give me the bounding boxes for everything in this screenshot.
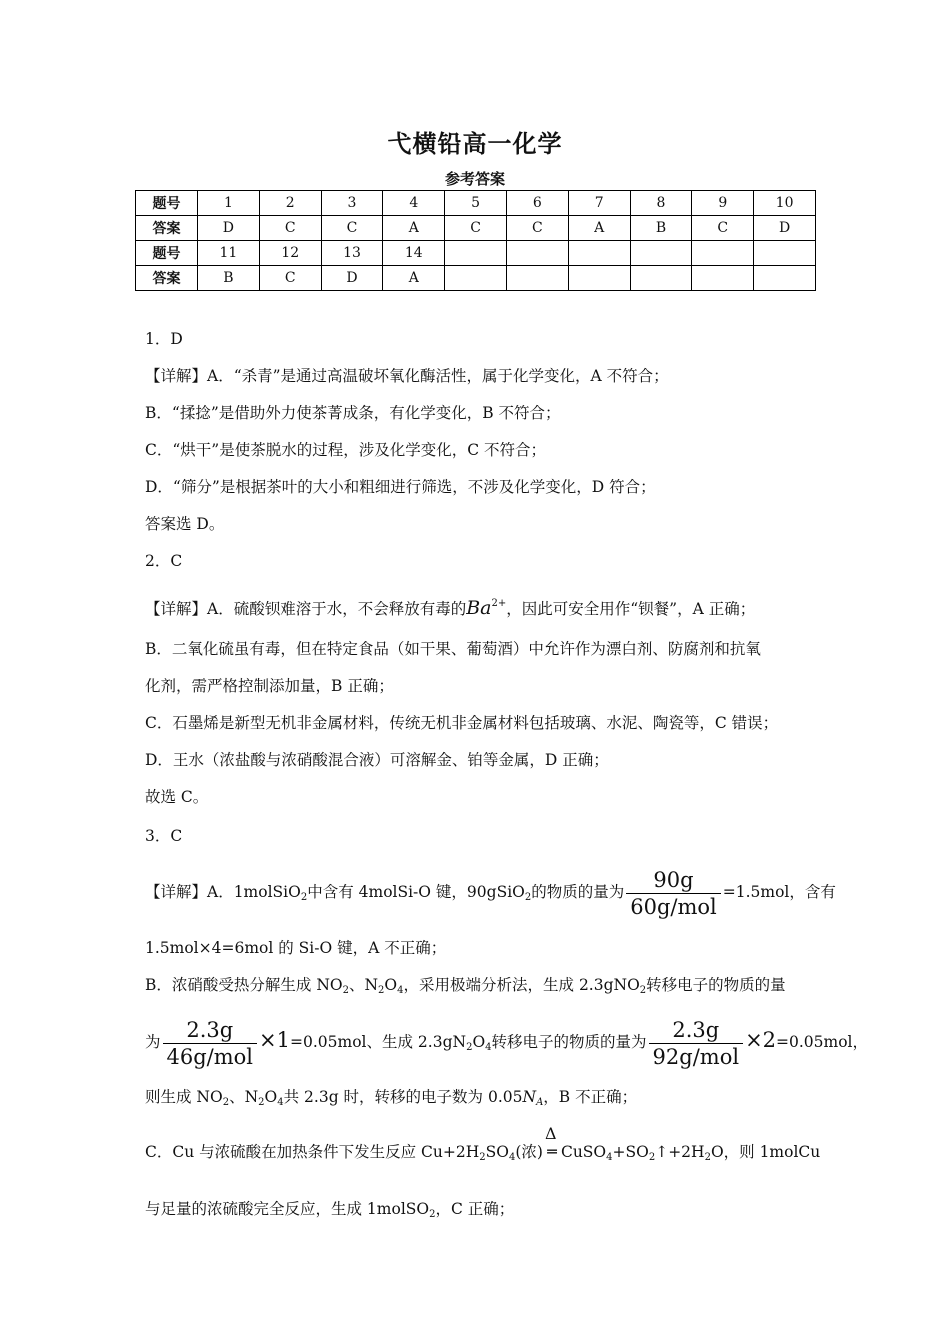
table-cell [568,266,630,291]
table-row [136,266,816,291]
table-cell: 1 [198,191,260,216]
table-cell: D [198,216,260,241]
q2-head: 2．C [145,552,183,570]
table-cell: B [630,216,692,241]
row-label: 答案 [136,216,198,241]
heating-sign: Δ ═ [544,1124,557,1161]
table-cell: 10 [754,191,816,216]
table-cell: 13 [321,241,383,266]
q2-line: 化剂，需严格控制添加量，B 正确； [145,677,394,695]
q3-line-b: B．浓硝酸受热分解生成 $NO_2$、$N_2O_4$，采用极端分析法，生成 2.3gNO$_2$转移电子的物质的量 [145,976,786,996]
q3-line-b3: 则生成 $NO_2$、$N_2O_4$共 2.3g 时，转移的电子数为 $0.05N_A$，B 不正确； [145,1088,638,1108]
q2-line: B．二氧化硫虽有毒，但在特定食品（如干果、葡萄酒）中允许作为漂白剂、防腐剂和抗氧 [145,640,761,658]
table-row [136,216,816,241]
table-cell: 4 [383,191,445,216]
fraction: $\frac{90g}{\text{60g/mol}}$ [626,867,721,920]
table-cell: A [383,266,445,291]
page-title: 弋横铅高一化学 [387,129,563,158]
table-cell: 6 [506,191,568,216]
table-cell: D [754,216,816,241]
table-cell: B [198,266,260,291]
table-cell [445,266,507,291]
table-cell: 3 [321,191,383,216]
barium-ion: Ba [466,597,492,619]
table-cell [445,241,507,266]
row-label: 题号 [136,241,198,266]
q3-head: 3．C [145,827,183,845]
table-cell: 5 [445,191,507,216]
table-cell: 2 [259,191,321,216]
table-row [136,191,816,216]
q3-line-c: C．Cu 与浓硫酸在加热条件下发生反应 $Cu+2H_2SO_4$(浓) Δ ═ $CuSO_4+SO_2↑+2H_2O$，则 1molCu [145,1124,821,1163]
table-cell: D [321,266,383,291]
table-cell: C [259,266,321,291]
q3-line: 与足量的浓硫酸完全反应，生成 1molSO$_2$，C 正确； [145,1200,515,1220]
table-cell: 9 [692,191,754,216]
table-cell: C [321,216,383,241]
table-cell: C [445,216,507,241]
table-cell [630,241,692,266]
table-cell [754,266,816,291]
table-cell: A [383,216,445,241]
table-cell [692,241,754,266]
table-row [136,241,816,266]
q3-line: 1.5mol×4=6mol 的 Si-O 键，A 不正确； [145,939,447,957]
q2-line: 【详解】A．硫酸钡难溶于水，不会释放有毒的$Ba^{2+}$，因此可安全用作“钡餐”，A 正确； [145,597,756,619]
table-cell: 8 [630,191,692,216]
table-cell: A [568,216,630,241]
table-cell [568,241,630,266]
q2-line: C．石墨烯是新型无机非金属材料，传统无机非金属材料包括玻璃、水泥、陶瓷等，C 错误； [145,714,779,732]
table-cell: 7 [568,191,630,216]
q2-line: D．王水（浓盐酸与浓硝酸混合液）可溶解金、铂等金属，D 正确； [145,751,609,769]
row-label: 答案 [136,266,198,291]
fraction: $\frac{2.3g}{\text{92g/mol}}$ [649,1017,744,1070]
q1-line: B．“揉捻”是借助外力使茶菁成条，有化学变化，B 不符合； [145,404,561,422]
q2-line: 故选 C。 [145,788,209,806]
q1-line: C．“烘干”是使茶脱水的过程，涉及化学变化，C 不符合； [145,441,546,459]
table-cell [754,241,816,266]
table-cell [506,241,568,266]
fraction: $\frac{2.3g}{\text{46g/mol}}$ [163,1017,258,1070]
table-cell: C [692,216,754,241]
table-cell [506,266,568,291]
row-label: 题号 [136,191,198,216]
table-cell: C [506,216,568,241]
table-cell [692,266,754,291]
q3-line-b2: 为 $\frac{2.3g}{\text{46g/mol}}$ ×1=0.05mol、生成 $2.3gN_2O_4$转移电子的物质的量为 $\frac{2.3g}{\text{92g/mol}}$ ×2=0.05mol， [145,1017,869,1069]
page-subtitle: 参考答案 [444,170,505,188]
table-cell: 11 [198,241,260,266]
answer-table [135,190,816,291]
q1-line: D．“筛分”是根据茶叶的大小和粗细进行筛选，不涉及化学变化，D 符合； [145,478,656,496]
q1-head: 1．D [145,330,183,348]
table-cell [630,266,692,291]
table-cell: 12 [259,241,321,266]
q1-line: 【详解】A．“杀青”是通过高温破坏氧化酶活性，属于化学变化，A 不符合； [145,367,669,385]
q1-line: 答案选 D。 [145,515,225,533]
table-cell: 14 [383,241,445,266]
table-cell: C [259,216,321,241]
q3-line-a: 【详解】A．1molSiO$_2$中含有 4molSi-O 键，90gSiO$_2$的物质的量为 $\frac{90g}{\text{60g/mol}}$ =1.5mol，含有 [145,867,836,919]
